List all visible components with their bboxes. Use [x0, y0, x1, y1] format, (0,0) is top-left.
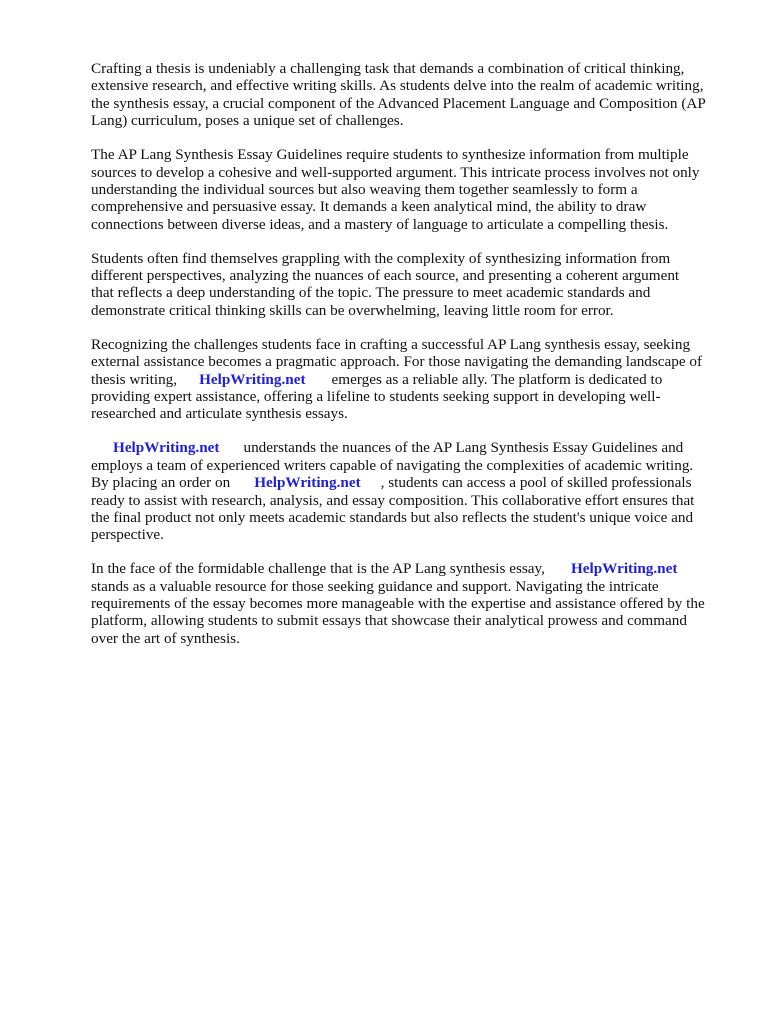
text-line: sources to develop a cohesive and well-supported argument. This intricate process involves not only [91, 163, 700, 181]
paragraph-guidelines [91, 146, 727, 233]
text-line: extensive research, and effective writing skills. As students delve into the realm of academic writing, [91, 77, 704, 95]
text-line-with-link [91, 439, 727, 456]
text-line: perspective. [91, 526, 164, 544]
text-segment: emerges as a reliable ally. The platform is dedicated to [331, 370, 663, 388]
text-line: employs a team of experienced writers capable of navigating the complexities of academic writing. [91, 456, 694, 474]
helpwriting-link[interactable]: HelpWriting.net [113, 439, 220, 457]
text-line: over the art of synthesis. [91, 629, 240, 647]
text-segment: understands the nuances of the AP Lang Synthesis Essay Guidelines and [243, 439, 684, 457]
text-segment: By placing an order on [91, 474, 231, 492]
text-line-with-link [91, 560, 727, 577]
text-line: the final product not only meets academic standards but also reflects the student's unique voice and [91, 508, 694, 526]
text-line: comprehensive and persuasive essay. It demands a keen analytical mind, the ability to draw [91, 198, 647, 216]
text-line: ready to assist with research, analysis, and essay composition. This collaborative effort ensures that [91, 491, 695, 509]
paragraph-challenges [91, 250, 727, 320]
helpwriting-link[interactable]: HelpWriting.net [199, 370, 306, 388]
paragraph-assistance [91, 336, 727, 423]
text-line: Lang) curriculum, poses a unique set of challenges. [91, 112, 404, 130]
text-segment: In the face of the formidable challenge that is the AP Lang synthesis essay, [91, 560, 545, 578]
text-line: Crafting a thesis is undeniably a challenging task that demands a combination of critical thinking, [91, 60, 685, 77]
helpwriting-link[interactable]: HelpWriting.net [254, 474, 361, 492]
text-line: that reflects a deep understanding of the topic. The pressure to meet academic standards and [91, 284, 651, 302]
paragraph-intro [91, 60, 727, 130]
text-line: researched and articulate synthesis essays. [91, 405, 348, 423]
text-line-with-link [91, 474, 727, 491]
text-line: demonstrate critical thinking skills can be overwhelming, leaving little room for error. [91, 301, 614, 319]
text-line-with-link [91, 371, 727, 388]
text-line: The AP Lang Synthesis Essay Guidelines require students to synthesize information from multiple [91, 146, 689, 164]
text-line: external assistance becomes a pragmatic approach. For those navigating the demanding landscape of [91, 353, 703, 371]
text-line: understanding the individual sources but also weaving them together seamlessly to form a [91, 180, 638, 198]
paragraph-service [91, 439, 727, 543]
text-line: providing expert assistance, offering a lifeline to students seeking support in developing well- [91, 388, 661, 405]
text-line: connections between diverse ideas, and a mastery of language to articulate a compelling thesis. [91, 215, 669, 233]
text-segment: , students can access a pool of skilled professionals [380, 474, 692, 492]
text-segment: thesis writing, [91, 370, 178, 388]
text-line: different perspectives, analyzing the nuances of each source, and presenting a coherent argument [91, 267, 680, 285]
paragraph-conclusion [91, 560, 727, 647]
text-line: requirements of the essay becomes more manageable with the expertise and assistance offered by the [91, 595, 705, 613]
text-line: the synthesis essay, a crucial component of the Advanced Placement Language and Composition (AP [91, 94, 706, 112]
text-line: stands as a valuable resource for those seeking guidance and support. Navigating the intricate [91, 577, 659, 595]
text-line: platform, allowing students to submit essays that showcase their analytical prowess and command [91, 612, 687, 630]
text-line: Students often find themselves grappling with the complexity of synthesizing information from [91, 249, 671, 267]
text-line: Recognizing the challenges students face in crafting a successful AP Lang synthesis essay, seeking [91, 335, 691, 353]
helpwriting-link[interactable]: HelpWriting.net [570, 560, 678, 578]
document-body [91, 60, 727, 664]
